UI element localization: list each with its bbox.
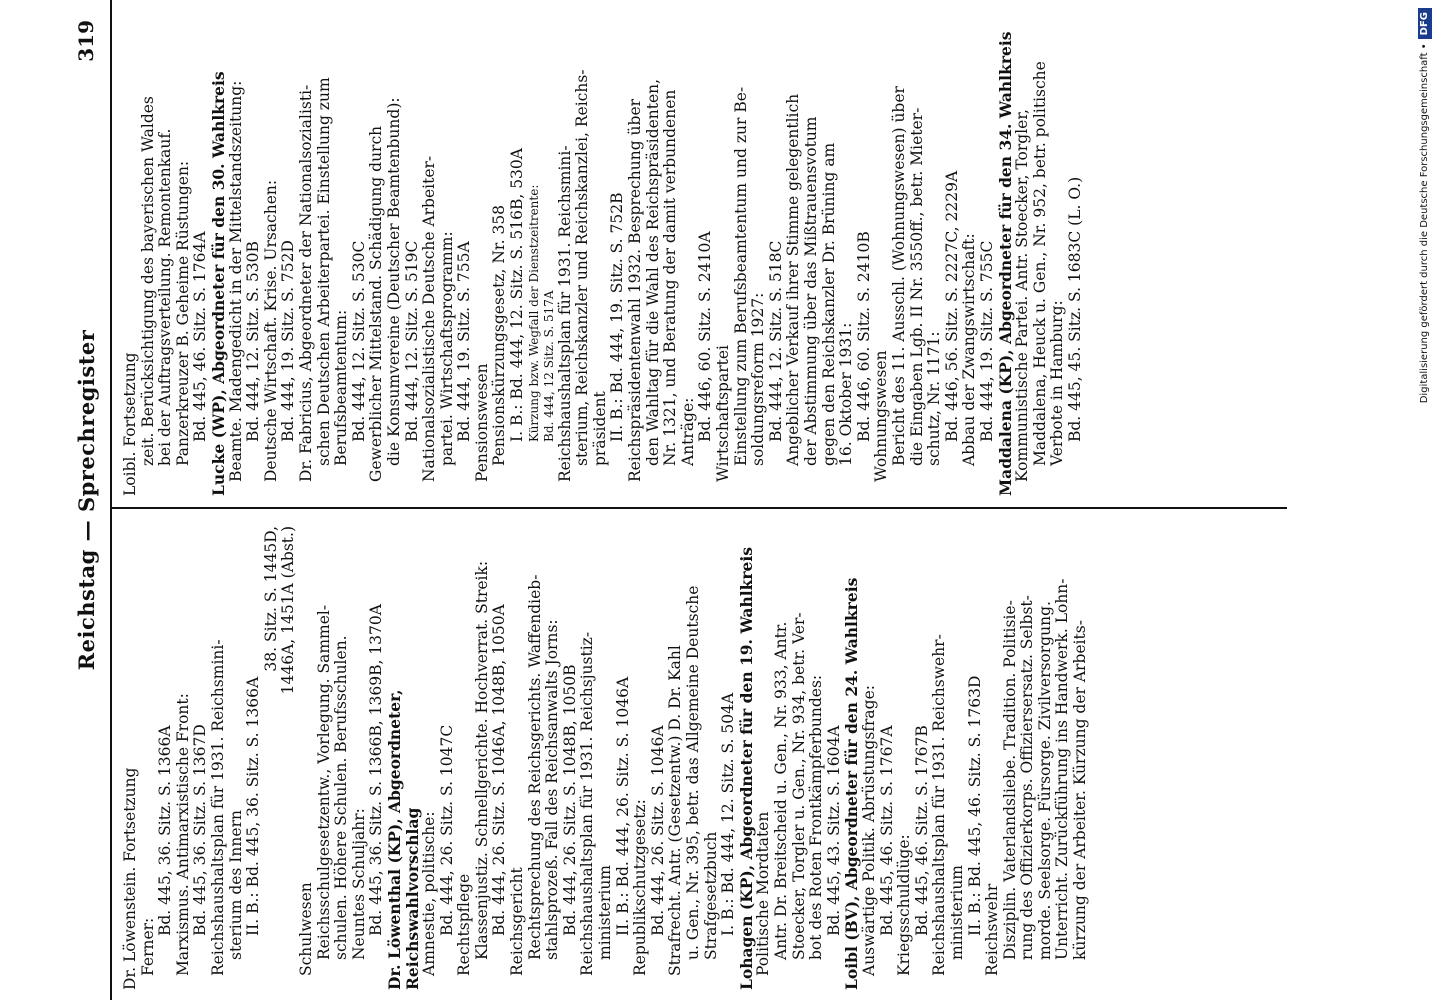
topic-continued: schen Deutschen Arbeiterpartei. Einstellung zum — [314, 77, 333, 466]
subtopic: Angeblicher Verkauf ihrer Stimme gelegentlich — [784, 93, 803, 466]
subtopic: zeit. Berücksichtigung des bayerischen Waldes — [138, 96, 157, 466]
digitization-credit — [1412, 8, 1434, 998]
entry-heading: Loibl. Fortsetzung — [121, 352, 139, 496]
reference: Bd. 445, 45. Sitz. S. 1683C (L. O.) — [1065, 176, 1084, 442]
topic: Reichsgericht — [508, 867, 527, 976]
topic-continued: Berufsbeamtentum: — [332, 309, 351, 466]
reference: Bd. 444, 12. Sitz. S. 518C — [766, 240, 785, 442]
reference: Bd. 445, 46. Sitz. S. 1764A — [191, 231, 210, 442]
topic: Gewerblicher Mittelstand. Schädigung durch — [367, 125, 386, 482]
subtopic: Unterricht. Zurückführung ins Handwerk. Lohn- — [1053, 578, 1072, 960]
topic: Deutsche Wirtschaft. Krise. Ursachen: — [261, 179, 280, 482]
topic: Dr. Fabricius, Abgeordneter der Nationalsozialisti- — [296, 84, 315, 482]
subtopic: Bericht des 11. Ausschl. (Wohnungswesen) über — [889, 86, 908, 466]
page-header — [70, 0, 112, 1000]
subtopic: schutz, Nr. 1171: — [925, 331, 944, 466]
reference: II. B.: Bd. 445, 46. Sitz. S. 1763D — [965, 675, 984, 936]
subtopic: schulen. Höhere Schulen. Berufsschulen. — [332, 635, 351, 960]
reference: Bd. 444, 12. Sitz. S. 530C — [349, 240, 368, 442]
subtopic: Klassenjustiz. Schnellgerichte. Hochverrat. Streik: — [472, 560, 491, 960]
topic-continued: ministerium — [947, 865, 966, 960]
reference: Bd. 446, 60. Sitz. S. 2410A — [696, 231, 715, 442]
subtopic: soldungsreform 1927: — [749, 292, 768, 466]
topic: Auswärtige Politik. Abrüstungsfrage: — [859, 685, 878, 976]
subtopic: 16. Oktober 1931: — [837, 322, 856, 466]
dfg-logo: DFG — [1418, 8, 1432, 39]
entry-heading: Maddalena (KP), Abgeordneter für den 34. Wahlkreis — [995, 31, 1015, 496]
topic: Strafrecht. Antr. (Gesetzentw.) D. Dr. Kahl — [666, 645, 685, 976]
reference: Bd. 444, 26. Sitz. S. 1047C — [437, 724, 456, 936]
subtopic: gegen den Reichskanzler Dr. Brüning am — [819, 142, 838, 466]
reference: II. B.: Bd. 445, 36. Sitz. S. 1366A — [244, 676, 263, 936]
topic-continued: präsident — [590, 391, 609, 466]
topic: Beamte. Madengedicht in der Mittelstandszeitung: — [226, 80, 245, 482]
reference: Bd. 446, 56. Sitz. S. 2227C, 2229A — [942, 170, 961, 442]
reference: Bd. 444, 19. Sitz. S. 752D — [279, 240, 298, 442]
reference: Bd. 444, 19. Sitz. S. 755C — [977, 240, 996, 442]
topic-continued: partei. Wirtschaftsprogramm: — [437, 231, 456, 466]
reference: Bd. 445, 36. Sitz. S. 1367D — [191, 724, 210, 936]
topic-continued: u. Gen., Nr. 395, betr. das Allgemeine Deutsche — [684, 585, 702, 960]
subtopic: Disziplin. Vaterlandsliebe. Tradition. Politisie- — [1000, 600, 1019, 960]
reference: Bd. 445, 36. Sitz. S. 1366B, 1369B, 1370A — [367, 604, 386, 936]
topic: Kommunistische Partei. Antr. Stoecker, Torgler, — [1013, 109, 1032, 482]
reference: Bd. 444, 12. Sitz. S. 519C — [402, 240, 421, 442]
subtopic: Reichsschulgesetzentw., Vorlegung. Sammel- — [314, 604, 333, 960]
reference: I. B.: Bd. 444, 12. Sitz. S. 516B, 530A — [508, 148, 527, 442]
subtopic: Stoecker, Torgler u. Gen., Nr. 934, betr. Ver- — [789, 612, 808, 960]
topic: Wohnungswesen — [872, 350, 891, 482]
reference: Bd. 445, 46. Sitz. S. 1767A — [877, 725, 896, 936]
reference: Bd. 444, 26. Sitz. S. 1046A — [648, 725, 667, 936]
running-title: Reichstag — Sprechregister — [74, 329, 99, 671]
subtopic: kürzung der Arbeiter. Kürzung der Arbeits- — [1071, 620, 1090, 960]
topic-continued: die Konsumvereine (Deutscher Beamtenbund): — [384, 97, 403, 466]
left-column — [122, 520, 1090, 990]
subtopic: Rechtsprechung des Reichsgerichts. Waffendieb- — [525, 574, 544, 960]
page-number: 319 — [74, 20, 98, 62]
topic: Amnestie, politische: — [420, 811, 439, 976]
reference: Bd. 446, 60. Sitz. S. 2410B — [854, 231, 873, 442]
topic-continued: sterium des Innern — [226, 810, 245, 960]
topic-continued: den Wahltag für die Wahl des Reichspräsidenten, — [643, 78, 662, 466]
credit-text: Digitalisierung gefördert durch die Deutsche Forschungsgemeinschaft • — [1419, 43, 1430, 404]
subtopic: bot des Roten Frontkämpferbundes: — [807, 674, 826, 960]
subtopic: bei der Auftragsverteilung. Remontenkauf. — [156, 128, 175, 466]
reference: II. B.: Bd. 444, 26. Sitz. S. 1046A — [613, 676, 632, 936]
entry-heading: Lucke (WP), Abgeordneter für den 30. Wahlkreis — [208, 71, 228, 496]
topic: Marxismus. Antimarxistische Front: — [173, 693, 192, 976]
topic: Reichspräsidentenwahl 1932. Besprechung über — [626, 98, 645, 482]
reference: Bd. 445, 46. Sitz. S. 1767B — [912, 725, 931, 936]
entry-heading: Lohagen (KP), Abgeordneter für den 19. Wahlkreis — [736, 547, 756, 990]
topic-continued: Maddalena, Heuck u. Gen., Nr. 952, betr. politische — [1030, 61, 1049, 466]
subtopic: Antr. Dr. Breitscheid u. Gen., Nr. 933, Antr. — [771, 621, 790, 960]
column-divider — [112, 507, 1287, 509]
topic-continued: sterium, Reichskanzler und Reichskanzlei, Reichs- — [573, 69, 592, 466]
subtopic: Panzerkreuzer B. Geheime Rüstungen: — [173, 160, 192, 466]
entry-heading: Dr. Löwenstein. Fortsetzung — [121, 767, 139, 990]
reference: Bd. 445, 36. Sitz. S. 1366A — [156, 725, 175, 936]
topic: Nationalsozialistische Deutsche Arbeiter- — [420, 155, 439, 482]
topic: Reichswehr — [983, 883, 1002, 976]
topic: Reichshaushaltsplan für 1931. Reichsmini- — [208, 639, 227, 976]
document-page — [70, 0, 1300, 1000]
topic: Reichshaushaltsplan für 1931. Reichsjustiz- — [578, 631, 597, 976]
topic: Politische Mordtaten — [754, 811, 773, 976]
entry-heading: Loibl (BV), Abgeordneter für den 24. Wahlkreis — [842, 577, 862, 990]
topic: Rechtspflege — [455, 873, 474, 976]
reference: Bd. 445, 43. Sitz. S. 1604A — [824, 725, 843, 936]
topic: Schulwesen — [296, 882, 315, 976]
topic: Ferner: — [138, 917, 157, 976]
subtopic: die Eingaben Lgb. II Nr. 3550ff., betr. Mieter- — [907, 107, 926, 466]
topic: Pensionswesen — [472, 363, 491, 482]
topic-continued: ministerium — [596, 865, 615, 960]
reference: Bd. 444, 26. Sitz. S. 1046A, 1048B, 1050A — [490, 604, 509, 936]
topic-continued: Anträge: — [678, 397, 697, 466]
topic-continued: Strafgesetzbuch — [701, 831, 720, 960]
subtopic: stahlsprozeß. Fall des Reichsanwalts Jorns: — [543, 619, 562, 960]
reference: I. B.: Bd. 444, 12. Sitz. S. 504A — [719, 692, 738, 936]
topic: Kriegsschuldlüge: — [895, 834, 914, 976]
reference: Bd. 444, 26. Sitz. S. 1048B, 1050B — [560, 664, 579, 936]
topic: Reichshaushaltsplan für 1931. Reichsmini- — [555, 145, 574, 482]
subtopic: der Abstimmung über das Mißtrauensvotum — [801, 116, 820, 466]
subtopic: Einstellung zum Berufsbeamtentum und zur Be- — [731, 86, 750, 466]
subtopic: Pensionskürzungsgesetz, Nr. 358 — [490, 204, 509, 466]
reference: Bd. 444, 19. Sitz. S. 755A — [455, 241, 474, 442]
reference: Bd. 444, 12 Sitz. S. 517A — [541, 290, 556, 442]
topic-continued: Nr. 1321, und Beratung der damit verbundenen — [661, 89, 680, 466]
topic-continued: Verbote in Hamburg: — [1048, 300, 1067, 466]
topic: Reichshaushaltsplan für 1931. Reichswehr- — [930, 634, 949, 976]
subtopic: Neuntes Schuljahr: — [349, 808, 368, 960]
topic: Republikschutzgesetz: — [631, 799, 650, 976]
subtopic: rung des Offizierkorps. Offiziersersatz. Selbst- — [1018, 595, 1037, 960]
credit-text-line — [1414, 8, 1434, 998]
right-column — [122, 10, 1084, 496]
topic: Wirtschaftspartei — [714, 345, 732, 482]
reference: 38. Sitz. S. 1445D, — [261, 526, 280, 672]
reference: Bd. 444, 12. Sitz. S. 530B — [244, 241, 263, 442]
reference: 1446A, 1451A (Abst.) — [279, 526, 298, 695]
note: Kürzung bzw. Wegfall der Dienstzeitrente: — [526, 184, 541, 442]
subtopic: Abbau der Zwangswirtschaft: — [960, 233, 979, 466]
entry-heading: Dr. Löwenthal (KP), Abgeordneter, Reichswahlvorschlag — [384, 689, 422, 990]
subtopic: morde. Seelsorge. Fürsorge. Zivilversorgung. — [1035, 601, 1054, 960]
reference: II. B.: Bd. 444, 19. Sitz. S. 752B — [608, 192, 627, 442]
